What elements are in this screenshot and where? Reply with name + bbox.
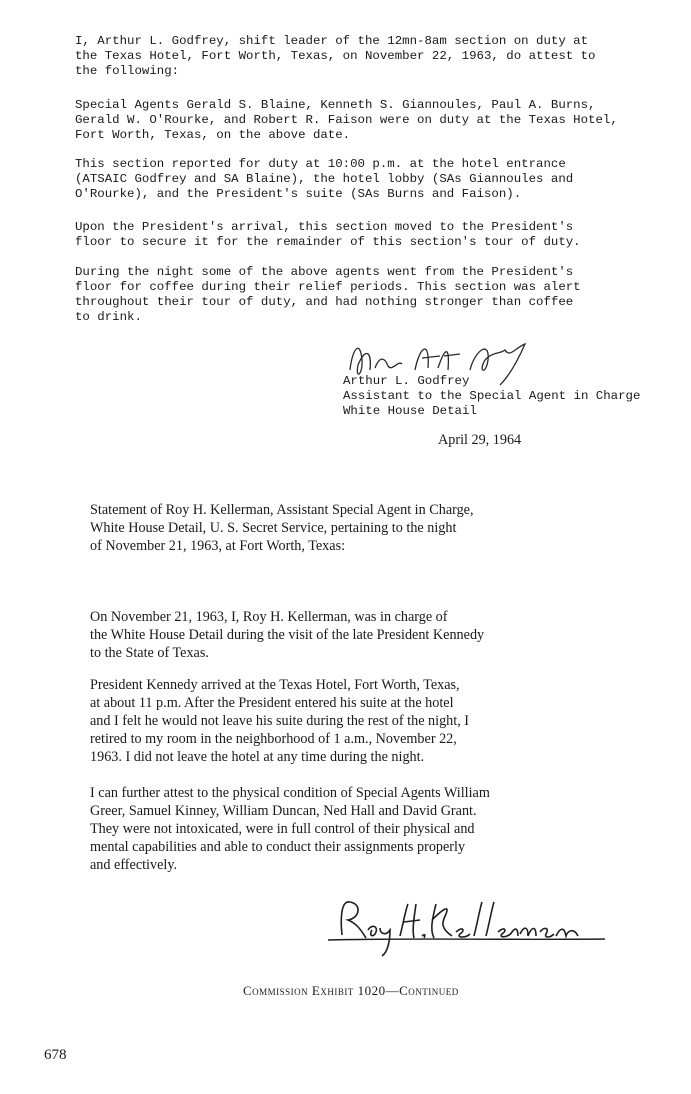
exhibit-caption: Commission Exhibit 1020—Continued: [243, 983, 459, 998]
kellerman-paragraph-3: I can further attest to the physical condition of Special Agents William Greer, Samuel Kinney, William Duncan, Ned Hall and David Grant. They were not intoxicated, were in full control of their physical and mental capabilities and able to conduct their assignments properly and effectively.: [90, 785, 490, 873]
godfrey-signature-name: Arthur L. Godfrey: [343, 374, 470, 388]
godfrey-signature-title: Assistant to the Special Agent in Charge: [343, 389, 641, 403]
kellerman-heading: Statement of Roy H. Kellerman, Assistant Special Agent in Charge, White House Detail, U. S. Secret Service, pertaining to the night of November 21, 1963, at Fort Worth, Texas:: [90, 502, 474, 554]
kellerman-paragraph-1: On November 21, 1963, I, Roy H. Kellerman, was in charge of the White House Detail during the visit of the late President Kennedy to the State of Texas.: [90, 609, 485, 661]
godfrey-paragraph-3: This section reported for duty at 10:00 p.m. at the hotel entrance (ATSAIC Godfrey and SA Blaine), the hotel lobby (SAs Giannoules and O'Rourke), and the President's suite (SAs Burns and Faison).: [75, 157, 574, 201]
kellerman-paragraph-2: President Kennedy arrived at the Texas Hotel, Fort Worth, Texas, at about 11 p.m. After the President entered his suite at the hotel and I felt he would not leave his suite during the rest of the night, I retired to my room in the neighborhood of 1 a.m., November 22, 1963. I did not leave the hotel at any time during the night.: [90, 677, 470, 765]
kellerman-signature: [320, 890, 620, 960]
statement-date: April 29, 1964: [438, 432, 522, 448]
godfrey-paragraph-2: Special Agents Gerald S. Blaine, Kenneth S. Giannoules, Paul A. Burns, Gerald W. O'Rourke, and Robert R. Faison were on duty at the Texas Hotel, Fort Worth, Texas, on the above date.: [75, 98, 618, 142]
godfrey-paragraph-5: During the night some of the above agents went from the President's floor for coffee during their relief periods. This section was alert throughout their tour of duty, and had nothing stronger than coffee to drink.: [75, 265, 581, 324]
godfrey-paragraph-4: Upon the President's arrival, this section moved to the President's floor to secure it for the remainder of this section's tour of duty.: [75, 220, 581, 249]
godfrey-signature-unit: White House Detail: [343, 404, 477, 418]
page-number: 678: [44, 1047, 67, 1063]
godfrey-paragraph-1: I, Arthur L. Godfrey, shift leader of the 12mn-8am section on duty at the Texas Hotel, Fort Worth, Texas, on November 22, 1963, do attest to the following:: [75, 34, 596, 78]
